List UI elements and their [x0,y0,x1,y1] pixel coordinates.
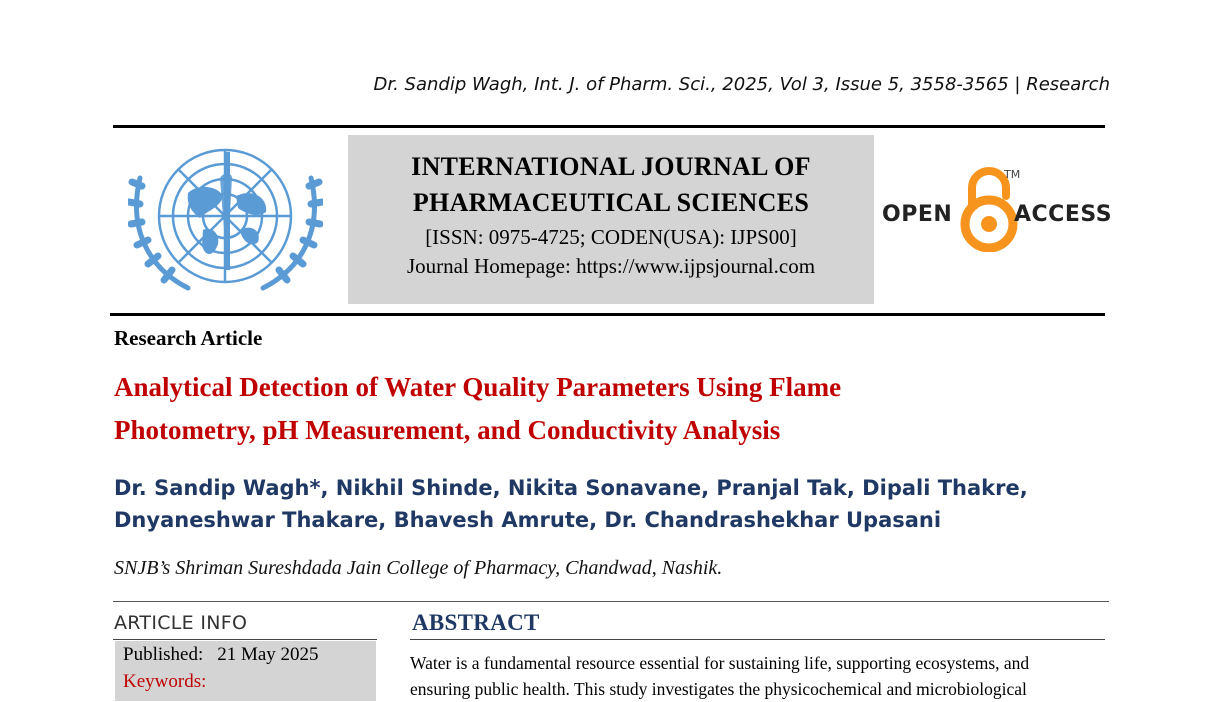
open-access-word-access: ACCESS [1014,202,1113,227]
author-list: Dr. Sandip Wagh*, Nikhil Shinde, Nikita Sonavane, Pranjal Tak, Dipali Thakre, Dnyaneshwar Thakare, Bhavesh Amrute, Dr. Chandrashekhar Upasani [114,476,1028,532]
journal-homepage: Journal Homepage: https://www.ijpsjournal.com [406,254,816,278]
header-top-rule [113,125,1105,128]
article-info-box [115,641,376,701]
header-bottom-rule [110,313,1105,316]
un-emblem-logo [128,138,323,305]
trademark-mark: TM [1004,168,1021,181]
journal-masthead [348,135,874,304]
running-head: Dr. Sandip Wagh, Int. J. of Pharm. Sci., 2025, Vol 3, Issue 5, 3558-3565 | Research [373,74,1110,95]
abstract-heading: ABSTRACT [412,610,540,635]
article-info-heading: ARTICLE INFO [114,612,248,634]
open-access-logo [880,166,1113,252]
keywords-label: Keywords: [123,671,207,692]
affiliation: SNJB’s Shriman Sureshdada Jain College of Pharmacy, Chandwad, Nashik. [114,557,723,579]
section-divider [113,601,1109,602]
article-type: Research Article [114,326,263,350]
journal-issn: [ISSN: 0975-4725; CODEN(USA): IJPS00] [425,225,797,249]
article-info-rule [113,639,377,640]
open-access-word-open: OPEN [882,202,953,227]
article-title: Analytical Detection of Water Quality Parameters Using Flame Photometry, pH Measurement, and Conductivity Analysis [114,372,842,445]
journal-title: INTERNATIONAL JOURNAL OF PHARMACEUTICAL SCIENCES [411,152,811,217]
abstract-text: Water is a fundamental resource essential for sustaining life, supporting ecosystems, and ensuring public health. This study investigates the physicochemical and microbiological [410,653,1030,699]
published-date: Published: 21 May 2025 [123,644,319,665]
abstract-rule [410,639,1105,640]
